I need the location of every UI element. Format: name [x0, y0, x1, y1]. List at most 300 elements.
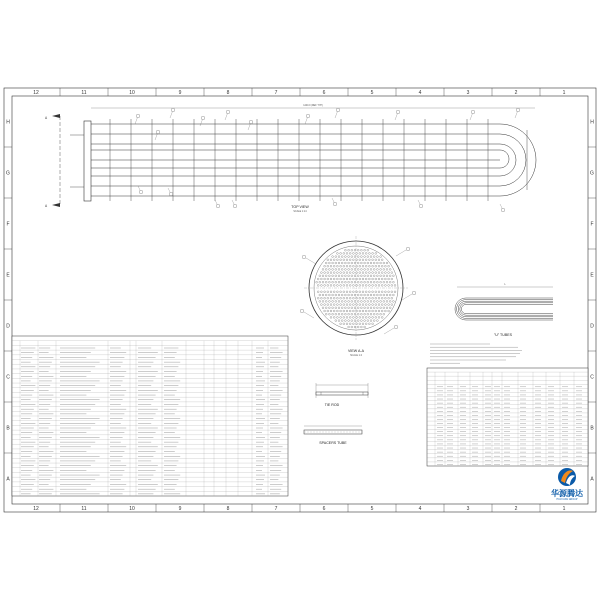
tube-hole — [343, 310, 345, 312]
balloon-icon — [156, 130, 160, 134]
tube-hole — [345, 301, 347, 303]
tube-hole — [351, 269, 353, 271]
tube-hole — [361, 249, 363, 251]
tube-hole — [381, 310, 383, 312]
tube-hole — [357, 281, 359, 283]
tube-hole — [370, 320, 372, 322]
tube-hole — [359, 253, 361, 255]
tube-hole — [372, 285, 374, 287]
zone-number: 10 — [129, 506, 135, 512]
tube-hole — [329, 269, 331, 271]
tube-hole — [327, 285, 329, 287]
zone-number: 3 — [466, 90, 470, 96]
tube-hole — [321, 278, 323, 280]
tube-hole — [389, 301, 391, 303]
tube-hole — [343, 265, 345, 267]
tube-hole — [385, 265, 387, 267]
tube-hole — [381, 291, 383, 293]
zone-number: 8 — [226, 90, 230, 96]
tube-hole — [321, 304, 323, 306]
tube-hole — [388, 304, 390, 306]
tube-hole — [353, 291, 355, 293]
tube-hole — [327, 272, 329, 274]
tube-hole — [370, 307, 372, 309]
tube-hole — [353, 253, 355, 255]
zone-number: 7 — [274, 90, 278, 96]
tube-hole — [372, 265, 374, 267]
tube-hole — [375, 297, 377, 299]
tube-hole — [357, 326, 359, 328]
tube-hole — [348, 275, 350, 277]
tube-hole — [375, 259, 377, 261]
u-bend-arc — [500, 150, 509, 168]
u-bend-arc — [500, 124, 536, 196]
tube-hole — [338, 301, 340, 303]
tube-hole — [348, 313, 350, 315]
tube-hole — [332, 301, 334, 303]
tube-hole — [354, 313, 356, 315]
tube-hole — [345, 262, 347, 264]
zone-number: 11 — [81, 90, 87, 96]
tube-hole — [317, 278, 319, 280]
tube-hole — [381, 278, 383, 280]
tube-hole — [373, 269, 375, 271]
top-view-title: TOP VIEW — [291, 205, 309, 209]
tube-hole — [375, 272, 377, 274]
tube-hole — [340, 304, 342, 306]
tube-hole — [365, 253, 367, 255]
tube-hole — [381, 317, 383, 319]
zone-number: 5 — [370, 506, 374, 512]
tube-hole — [362, 278, 364, 280]
tube-hole — [325, 301, 327, 303]
zone-letter: B — [590, 425, 594, 432]
tube-hole — [341, 262, 343, 264]
tube-hole — [365, 265, 367, 267]
zone-letter: G — [6, 170, 10, 177]
tube-hole — [333, 278, 335, 280]
tube-hole — [348, 307, 350, 309]
tube-hole — [359, 285, 361, 287]
tube-hole — [338, 262, 340, 264]
tube-hole — [348, 326, 350, 328]
zone-letters-right — [588, 120, 596, 483]
tube-hole — [372, 253, 374, 255]
tube-hole — [321, 291, 323, 293]
tube-hole — [341, 275, 343, 277]
tube-hole — [335, 307, 337, 309]
tube-hole-pattern — [316, 249, 396, 328]
tube-hole — [378, 265, 380, 267]
tube-hole — [340, 278, 342, 280]
tube-hole — [348, 281, 350, 283]
tube-hole — [370, 256, 372, 258]
tube-hole — [354, 320, 356, 322]
tube-hole — [370, 275, 372, 277]
tube-hole — [317, 285, 319, 287]
tube-hole — [330, 272, 332, 274]
tube-hole — [364, 326, 366, 328]
tube-hole — [351, 249, 353, 251]
tube-hole — [351, 326, 353, 328]
tube-hole — [353, 297, 355, 299]
tube-hole — [341, 281, 343, 283]
tube-hole — [319, 301, 321, 303]
tube-hole — [386, 281, 388, 283]
tube-hole — [370, 262, 372, 264]
balloon-icon — [302, 255, 306, 259]
tube-hole — [335, 275, 337, 277]
tube-hole — [349, 253, 351, 255]
tube-hole — [369, 323, 371, 325]
tube-hole — [357, 301, 359, 303]
tube-hole — [364, 262, 366, 264]
tube-hole — [353, 304, 355, 306]
tube-hole — [348, 262, 350, 264]
tube-hole — [377, 294, 379, 296]
tube-hole — [348, 249, 350, 251]
tube-hole — [361, 256, 363, 258]
tube-hole — [361, 269, 363, 271]
tube-hole — [322, 301, 324, 303]
tube-hole — [364, 275, 366, 277]
balloon-icon — [516, 108, 520, 112]
tube-hole — [383, 275, 385, 277]
tube-hole — [322, 294, 324, 296]
tube-hole — [357, 275, 359, 277]
tube-hole — [346, 297, 348, 299]
tube-hole — [335, 269, 337, 271]
tube-hole — [389, 275, 391, 277]
tube-hole — [391, 297, 393, 299]
tube-hole — [383, 313, 385, 315]
tube-hole — [333, 297, 335, 299]
tube-hole — [354, 256, 356, 258]
tube-hole — [369, 304, 371, 306]
zone-number: 1 — [562, 506, 566, 512]
balloon-icon — [171, 108, 175, 112]
tube-hole — [359, 323, 361, 325]
tube-hole — [386, 294, 388, 296]
zone-number: 2 — [514, 90, 518, 96]
tube-hole — [324, 304, 326, 306]
tube-hole — [324, 291, 326, 293]
view-aa — [300, 236, 416, 357]
tube-hole — [345, 320, 347, 322]
tube-hole — [332, 256, 334, 258]
tube-hole — [365, 285, 367, 287]
tube-hole — [386, 307, 388, 309]
tube-hole — [345, 269, 347, 271]
tube-hole — [367, 249, 369, 251]
tube-hole — [364, 249, 366, 251]
zone-letter: E — [590, 272, 594, 279]
tube-hole — [353, 259, 355, 261]
tube-hole — [375, 265, 377, 267]
tube-hole — [367, 269, 369, 271]
tube-hole — [373, 281, 375, 283]
tube-hole — [380, 307, 382, 309]
tube-hole — [333, 291, 335, 293]
tube-hole — [325, 313, 327, 315]
tube-hole — [338, 307, 340, 309]
zone-letter: H — [590, 119, 594, 126]
zone-number: 12 — [33, 90, 39, 96]
tube-hole — [337, 291, 339, 293]
tube-hole — [335, 301, 337, 303]
tube-hole — [385, 310, 387, 312]
zone-number: 4 — [418, 506, 422, 512]
tube-hole — [330, 278, 332, 280]
tube-hole — [338, 320, 340, 322]
tube-hole — [346, 317, 348, 319]
leader-line — [396, 250, 406, 256]
tube-hole — [348, 269, 350, 271]
u-tube-path — [457, 300, 553, 319]
tube-hole — [332, 269, 334, 271]
tube-hole — [351, 262, 353, 264]
tube-hole — [340, 259, 342, 261]
balloon-icon — [394, 325, 398, 329]
top-view-scale: SCALE 1:14 — [293, 210, 307, 213]
tube-hole — [345, 249, 347, 251]
u-bend-arc — [500, 134, 526, 186]
tube-hole — [337, 304, 339, 306]
tube-hole — [337, 317, 339, 319]
balloon-icon — [136, 114, 140, 118]
zone-letter: A — [590, 476, 594, 483]
tube-hole — [346, 265, 348, 267]
tube-hole — [381, 272, 383, 274]
tie-rod-body — [316, 392, 368, 395]
tube-hole — [386, 301, 388, 303]
tube-hole — [337, 253, 339, 255]
tube-hole — [377, 313, 379, 315]
tube-hole — [370, 269, 372, 271]
u-tubes-title: "U" TUBES — [493, 333, 513, 337]
tube-hole — [325, 281, 327, 283]
tube-hole — [322, 281, 324, 283]
balloon-icon — [412, 291, 416, 295]
tube-hole — [333, 304, 335, 306]
logo-subtext: HUAYUAN GROUP — [556, 498, 578, 501]
tube-hole — [388, 278, 390, 280]
tube-hole — [373, 262, 375, 264]
tube-hole — [324, 297, 326, 299]
notes-block — [430, 344, 522, 363]
tube-hole — [345, 313, 347, 315]
tube-data-table — [427, 368, 588, 466]
tube-hole — [373, 275, 375, 277]
tube-hole — [367, 275, 369, 277]
tube-hole — [369, 317, 371, 319]
balloon-icon — [169, 192, 173, 196]
tube-hole — [319, 281, 321, 283]
tube-hole — [333, 259, 335, 261]
tube-hole — [343, 317, 345, 319]
tube-hole — [369, 310, 371, 312]
tube-hole — [377, 275, 379, 277]
tube-hole — [367, 307, 369, 309]
tube-hole — [377, 281, 379, 283]
tube-hole — [335, 281, 337, 283]
tube-hole — [337, 285, 339, 287]
tube-hole — [365, 259, 367, 261]
tube-hole — [341, 294, 343, 296]
tube-hole — [364, 320, 366, 322]
tube-hole — [393, 301, 395, 303]
tube-hole — [357, 307, 359, 309]
tube-hole — [332, 294, 334, 296]
tube-hole — [386, 269, 388, 271]
tube-hole — [353, 278, 355, 280]
tube-hole — [337, 272, 339, 274]
tube-hole — [380, 294, 382, 296]
tube-hole — [354, 269, 356, 271]
tube-hole — [346, 285, 348, 287]
tube-hole — [370, 294, 372, 296]
balloon-icon — [139, 190, 143, 194]
tube-hole — [325, 307, 327, 309]
zone-number: 11 — [81, 506, 87, 512]
tube-hole — [394, 291, 396, 293]
tube-hole — [343, 323, 345, 325]
tube-hole — [357, 320, 359, 322]
tube-hole — [353, 323, 355, 325]
tube-hole — [367, 281, 369, 283]
u-tube-path — [458, 301, 553, 317]
zone-letter: A — [6, 476, 10, 483]
tube-hole — [354, 301, 356, 303]
tube-hole — [343, 304, 345, 306]
balloon-icon — [471, 110, 475, 114]
tube-hole — [357, 294, 359, 296]
tube-hole — [333, 285, 335, 287]
tube-hole — [353, 272, 355, 274]
tie-rod-detail — [316, 383, 368, 407]
tube-hole — [369, 291, 371, 293]
zone-number: 12 — [33, 506, 39, 512]
tube-hole — [330, 297, 332, 299]
tube-hole — [381, 297, 383, 299]
tube-hole — [391, 272, 393, 274]
tube-hole — [362, 272, 364, 274]
tube-hole — [373, 301, 375, 303]
tube-hole — [327, 259, 329, 261]
tube-hole — [343, 278, 345, 280]
zone-number: 8 — [226, 506, 230, 512]
tube-hole — [324, 278, 326, 280]
tube-hole — [367, 256, 369, 258]
zone-letter: E — [6, 272, 10, 279]
tube-hole — [349, 291, 351, 293]
balloon-icon — [300, 309, 304, 313]
tube-hole — [321, 297, 323, 299]
tube-hole — [354, 275, 356, 277]
tube-hole — [391, 278, 393, 280]
tube-hole — [365, 317, 367, 319]
tube-rows — [91, 124, 500, 196]
tube-hole — [378, 317, 380, 319]
tube-hole — [381, 304, 383, 306]
tube-hole — [349, 323, 351, 325]
notes-lines — [430, 344, 522, 363]
tube-hole — [327, 278, 329, 280]
tube-hole — [332, 262, 334, 264]
tube-hole — [348, 301, 350, 303]
tube-hole — [369, 259, 371, 261]
tube-hole — [351, 313, 353, 315]
tube-hole — [364, 307, 366, 309]
tube-hole — [375, 285, 377, 287]
tube-hole — [362, 291, 364, 293]
tube-hole — [385, 291, 387, 293]
balloon-icon — [201, 116, 205, 120]
zone-letters-left — [4, 120, 12, 483]
top-view — [45, 104, 536, 213]
tube-hole — [378, 259, 380, 261]
leader-line — [402, 294, 412, 300]
zone-number: 7 — [274, 506, 278, 512]
tube-hole — [351, 275, 353, 277]
zone-number: 1 — [562, 90, 566, 96]
tube-hole — [361, 320, 363, 322]
tube-hole — [372, 272, 374, 274]
tube-hole — [345, 294, 347, 296]
tube-hole — [337, 297, 339, 299]
tube-hole — [375, 278, 377, 280]
tube-hole — [351, 256, 353, 258]
tube-hole — [364, 281, 366, 283]
tube-hole — [389, 269, 391, 271]
tube-hole — [335, 313, 337, 315]
tube-hole — [324, 310, 326, 312]
tube-hole — [377, 307, 379, 309]
tube-hole — [362, 259, 364, 261]
tube-hole — [340, 272, 342, 274]
tube-hole — [361, 326, 363, 328]
tube-hole — [346, 259, 348, 261]
tube-hole — [351, 294, 353, 296]
tube-hole — [378, 304, 380, 306]
balloon-icon — [226, 110, 230, 114]
tube-hole — [359, 317, 361, 319]
tube-hole — [381, 265, 383, 267]
u-tubes-detail — [455, 283, 553, 337]
tube-hole — [378, 297, 380, 299]
tube-hole — [325, 294, 327, 296]
balloon-icon — [249, 120, 253, 124]
tube-hole — [340, 297, 342, 299]
tube-hole — [338, 275, 340, 277]
tube-hole — [330, 291, 332, 293]
tube-hole — [340, 253, 342, 255]
tube-hole — [325, 269, 327, 271]
tube-hole — [333, 310, 335, 312]
tube-hole — [359, 272, 361, 274]
tube-hole — [345, 256, 347, 258]
tube-hole — [359, 310, 361, 312]
zone-number: 9 — [178, 90, 182, 96]
tube-hole — [349, 317, 351, 319]
tube-hole — [335, 256, 337, 258]
tube-hole — [359, 297, 361, 299]
tube-hole — [377, 301, 379, 303]
tube-hole — [380, 301, 382, 303]
tube-hole — [361, 275, 363, 277]
tube-hole — [361, 307, 363, 309]
tube-hole — [330, 285, 332, 287]
